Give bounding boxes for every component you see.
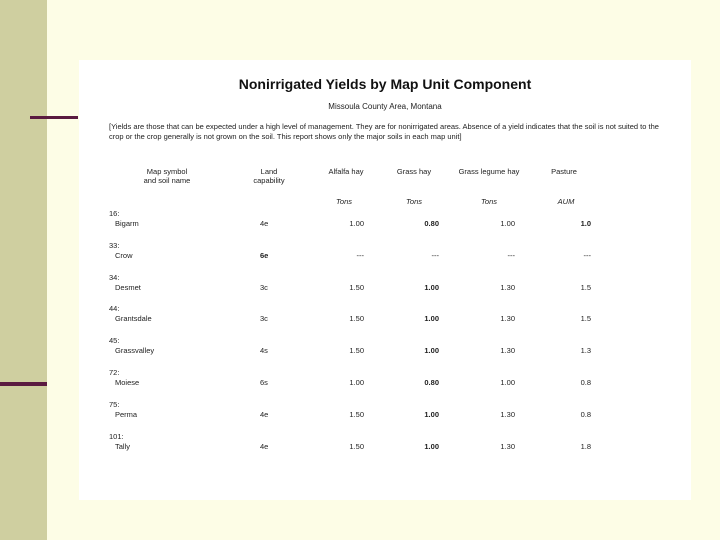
alfalfa-yield: 1.50 xyxy=(349,442,364,451)
unit-grass: Tons xyxy=(406,197,422,206)
alfalfa-yield: 1.50 xyxy=(349,314,364,323)
legume-yield: 1.00 xyxy=(500,219,515,228)
soil-name: Tally xyxy=(115,442,131,451)
pasture-yield: 1.0 xyxy=(580,219,591,228)
land-capability: 6s xyxy=(260,378,268,387)
alfalfa-yield: 1.00 xyxy=(349,219,364,228)
col-header-pasture: Pasture xyxy=(551,167,577,176)
land-capability: 3c xyxy=(260,283,268,292)
table-row xyxy=(79,336,691,360)
land-capability: 4e xyxy=(260,219,269,228)
col-header-grass-hay: Grass hay xyxy=(396,167,432,176)
grass-yield: 1.00 xyxy=(424,346,439,355)
land-capability: 6e xyxy=(260,251,269,260)
soil-name: Perma xyxy=(115,410,138,419)
grass-yield: 1.00 xyxy=(424,314,439,323)
legume-yield: 1.30 xyxy=(500,346,515,355)
table-row xyxy=(79,400,691,424)
pasture-yield: 0.8 xyxy=(580,410,591,419)
soil-name: Crow xyxy=(115,251,133,260)
grass-yield: 0.80 xyxy=(424,378,439,387)
map-symbol: 75: xyxy=(109,400,120,409)
map-symbol: 44: xyxy=(109,304,120,313)
map-symbol: 101: xyxy=(109,432,124,441)
legume-yield: --- xyxy=(507,251,515,260)
grass-yield: 1.00 xyxy=(424,410,439,419)
pasture-yield: 1.5 xyxy=(580,283,591,292)
alfalfa-yield: 1.50 xyxy=(349,346,364,355)
pasture-yield: 1.5 xyxy=(580,314,591,323)
col-header-land-capability: Land capability xyxy=(253,167,285,185)
map-symbol: 16: xyxy=(109,209,120,218)
map-symbol: 34: xyxy=(109,273,120,282)
table-row xyxy=(79,304,691,328)
soil-name: Moiese xyxy=(115,378,140,387)
grass-yield: --- xyxy=(431,251,439,260)
legume-yield: 1.30 xyxy=(500,283,515,292)
document-subtitle: Missoula County Area, Montana xyxy=(328,102,442,111)
soil-name: Grassvalley xyxy=(115,346,155,355)
unit-pasture: AUM xyxy=(557,197,575,206)
map-symbol: 45: xyxy=(109,336,120,345)
alfalfa-yield: 1.50 xyxy=(349,283,364,292)
land-capability: 3c xyxy=(260,314,268,323)
alfalfa-yield: --- xyxy=(356,251,364,260)
col-header-grass-legume: Grass legume hay xyxy=(458,167,520,176)
document-note: [Yields are those that can be expected under a high level of management. They are for nonirrigated areas. Absence of a yield indicates that the soil is not suited to the crop or the crop generally is not grown on the soil. This report shows only the major soils in each map unit] xyxy=(109,122,659,141)
left-decorative-bar xyxy=(0,0,47,540)
table-row xyxy=(79,273,691,297)
grass-yield: 1.00 xyxy=(424,442,439,451)
left-bar-accent-line xyxy=(0,382,47,386)
legume-yield: 1.30 xyxy=(500,410,515,419)
pasture-yield: 1.8 xyxy=(580,442,591,451)
pasture-yield: 1.3 xyxy=(580,346,591,355)
legume-yield: 1.00 xyxy=(500,378,515,387)
table-row xyxy=(79,209,691,233)
table-row xyxy=(79,241,691,265)
col-header-alfalfa: Alfalfa hay xyxy=(328,167,364,176)
col-header-map-symbol: Map symbol and soil name xyxy=(143,167,191,185)
land-capability: 4e xyxy=(260,442,269,451)
pasture-yield: --- xyxy=(583,251,591,260)
legume-yield: 1.30 xyxy=(500,314,515,323)
alfalfa-yield: 1.50 xyxy=(349,410,364,419)
soil-name: Grantsdale xyxy=(115,314,152,323)
map-symbol: 33: xyxy=(109,241,120,250)
land-capability: 4e xyxy=(260,410,269,419)
map-symbol: 72: xyxy=(109,368,120,377)
unit-alfalfa: Tons xyxy=(336,197,352,206)
legume-yield: 1.30 xyxy=(500,442,515,451)
alfalfa-yield: 1.00 xyxy=(349,378,364,387)
soil-name: Bigarm xyxy=(115,219,139,228)
table-row xyxy=(79,432,691,456)
unit-legume: Tons xyxy=(481,197,497,206)
document-image xyxy=(79,60,691,500)
pasture-yield: 0.8 xyxy=(580,378,591,387)
table-row xyxy=(79,368,691,392)
top-accent-line xyxy=(30,116,78,119)
grass-yield: 0.80 xyxy=(424,219,439,228)
soil-name: Desmet xyxy=(115,283,141,292)
grass-yield: 1.00 xyxy=(424,283,439,292)
document-title: Nonirrigated Yields by Map Unit Component xyxy=(238,76,532,92)
land-capability: 4s xyxy=(260,346,268,355)
